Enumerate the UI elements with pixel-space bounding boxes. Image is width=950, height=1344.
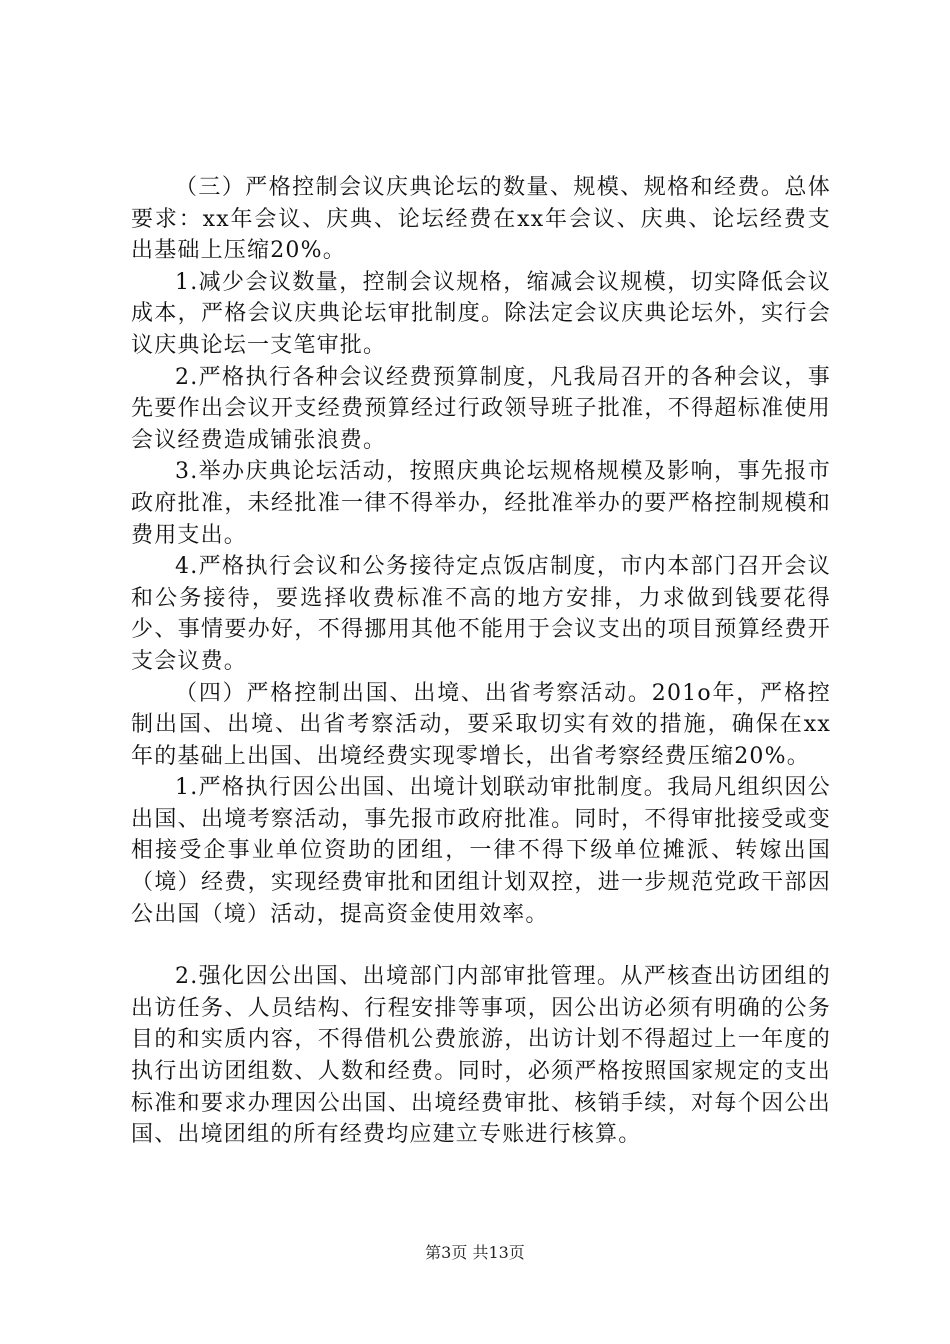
paragraph-item-4-designated-hotels: 4.严格执行会议和公务接待定点饭店制度，市内本部门召开会议和公务接待，要选择收费标准不高的地方安排，力求做到钱要花得少、事情要办好，不得挪用其他不能用于会议支出的项目预算经费开支会议费。 (131, 554, 831, 674)
paragraph-section-3-heading: （三）严格控制会议庆典论坛的数量、规模、规格和经费。总体要求：xx年会议、庆典、论坛经费在xx年会议、庆典、论坛经费支出基础上压缩20%。 (131, 175, 831, 264)
paragraph-item-1-approval-system: 1.严格执行因公出国、出境计划联动审批制度。我局凡组织因公出国、出境考察活动，事先报市政府批准。同时，不得审批接受或变相接受企事业单位资助的团组，一律不得下级单位摊派、转嫁出国（境）经费，实现经费审批和团组计划双控，进一步规范党政干部因公出国（境）活动，提高资金使用效率。 (131, 775, 831, 927)
page-number-label: 第3页 共13页 (425, 1243, 525, 1262)
document-body (131, 172, 831, 1151)
paragraph-item-1-reduce-meetings: 1.减少会议数量，控制会议规格，缩减会议规模，切实降低会议成本，严格会议庆典论坛审批制度。除法定会议庆典论坛外，实行会议庆典论坛一支笔审批。 (131, 269, 831, 358)
paragraph-item-2-meeting-budget: 2.严格执行各种会议经费预算制度，凡我局召开的各种会议，事先要作出会议开支经费预算经过行政领导班子批准，不得超标准使用会议经费造成铺张浪费。 (131, 364, 831, 453)
paragraph-item-3-ceremony-forums: 3.举办庆典论坛活动，按照庆典论坛规格规模及影响，事先报市政府批准，未经批准一律不得举办，经批准举办的要严格控制规模和费用支出。 (131, 459, 831, 548)
paragraph-section-4-heading: （四）严格控制出国、出境、出省考察活动。201o年，严格控制出国、出境、出省考察活动，要采取切实有效的措施，确保在xx年的基础上出国、出境经费实现零增长，出省考察经费压缩20%。 (131, 680, 831, 769)
paragraph-item-2-internal-approval: 2.强化因公出国、出境部门内部审批管理。从严核查出访团组的出访任务、人员结构、行程安排等事项，因公出访必须有明确的公务目的和实质内容，不得借机公费旅游，出访计划不得超过上一年度的执行出访团组数、人数和经费。同时，必须严格按照国家规定的支出标准和要求办理因公出国、出境经费审批、核销手续，对每个因公出国、出境团组的所有经费均应建立专账进行核算。 (131, 964, 831, 1148)
page-footer (0, 1243, 950, 1263)
